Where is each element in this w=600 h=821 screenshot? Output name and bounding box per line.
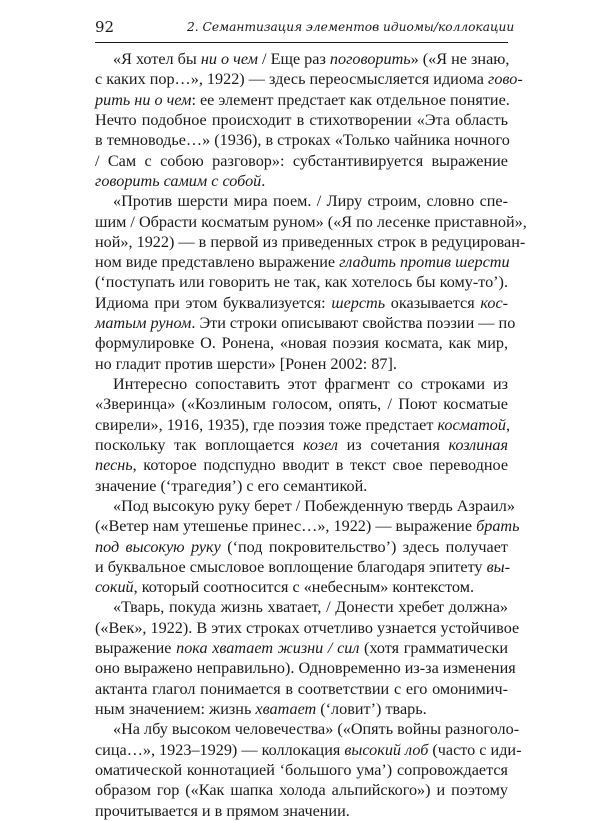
text-line bbox=[95, 719, 520, 739]
text-line bbox=[95, 313, 516, 333]
text-segment: выражение bbox=[95, 639, 177, 658]
text-line bbox=[95, 171, 508, 191]
text-segment: (‘поступать или говорить не так, как хотелось бы кому-то’). bbox=[95, 273, 508, 292]
text-segment: » («Я не знаю, bbox=[410, 50, 510, 68]
text-segment: «Под высокую руку берет / Побежденную твердь Азраил» bbox=[113, 496, 515, 515]
paragraph bbox=[95, 597, 520, 719]
text-line bbox=[95, 90, 508, 110]
italic-segment: высокий лоб bbox=[344, 740, 429, 759]
text-segment: / Еще раз bbox=[258, 50, 330, 68]
text-line bbox=[95, 110, 508, 130]
text-segment: , которое подспудно вводит в текст свое переводное bbox=[132, 456, 508, 475]
text-line bbox=[95, 252, 508, 272]
text-segment: но гладит против шерсти» [Ронен 2002: 87]. bbox=[95, 354, 397, 373]
text-segment: оказывается bbox=[385, 293, 481, 312]
text-line bbox=[95, 658, 516, 678]
italic-segment: брать bbox=[476, 517, 520, 536]
text-line bbox=[95, 232, 526, 252]
italic-segment: песнь bbox=[95, 456, 133, 475]
text-segment: Нечто подобное происходит в стихотворении «Эта область bbox=[95, 110, 508, 129]
text-line bbox=[95, 618, 520, 638]
text-segment: из сочетания bbox=[337, 435, 449, 454]
text-line bbox=[95, 638, 508, 658]
text-line bbox=[95, 801, 508, 821]
text-segment: в темноводье…» (1936), в строках «Только чайника ночного bbox=[95, 131, 510, 150]
text-segment: формулировке О. Ронена, «новая поэзия косматa, как мир, bbox=[95, 334, 508, 353]
text-line bbox=[95, 394, 508, 414]
text-segment: (‘ловит’) тварь. bbox=[316, 700, 427, 718]
text-segment: («Ветер нам утешенье принес…», 1922) — выражение bbox=[95, 517, 477, 536]
text-line bbox=[95, 577, 508, 597]
italic-segment: сокий bbox=[95, 578, 134, 597]
text-segment: сица…», 1923–1929) — коллокация bbox=[95, 740, 345, 759]
text-segment: Идиома при этом буквализуется: bbox=[95, 293, 332, 312]
text-segment: и буквальное смысловое воплощение благодаря эпитету bbox=[95, 557, 487, 576]
text-segment: прочитывается и в прямом значении. bbox=[95, 801, 350, 820]
italic-segment: гово- bbox=[488, 70, 523, 89]
text-segment: ном виде представлено выражение bbox=[95, 253, 340, 272]
body-text bbox=[95, 49, 527, 821]
text-segment: , который соотносится с «небесным» контекстом. bbox=[133, 578, 475, 597]
text-line bbox=[95, 435, 508, 455]
text-line bbox=[95, 272, 508, 292]
text-line bbox=[95, 374, 508, 394]
text-line bbox=[95, 354, 508, 374]
text-line bbox=[95, 333, 508, 353]
italic-segment: рить ни о чем bbox=[95, 90, 192, 109]
italic-segment: гладить против шерсти bbox=[339, 253, 510, 272]
italic-segment: косматой bbox=[437, 415, 506, 434]
paragraph bbox=[95, 49, 523, 191]
paragraph bbox=[95, 719, 522, 821]
text-line bbox=[95, 69, 523, 89]
text-line bbox=[95, 293, 508, 313]
text-segment: актанта глагол понимается в соответствии с его омонимич- bbox=[95, 679, 508, 698]
text-line bbox=[95, 130, 508, 150]
text-segment: значение (‘трагедия’) с его семантикой. bbox=[95, 476, 368, 495]
text-segment: «Тварь, покуда жизнь хватает, / Донести хребет должна» bbox=[113, 598, 508, 617]
chapter-title: 2. Семантизация элементов идиомы/коллокации bbox=[187, 20, 515, 34]
italic-segment: шерсть bbox=[331, 293, 386, 312]
text-segment: «На лбу высоком человечества» («Опять войны разноголо- bbox=[113, 720, 520, 739]
text-segment: поскольку так воплощается bbox=[95, 435, 303, 454]
text-line bbox=[95, 699, 508, 719]
text-segment: «Я хотел бы bbox=[113, 50, 201, 68]
text-segment: : ее элемент предстает как отдельное понятие. bbox=[191, 90, 510, 109]
text-line bbox=[95, 557, 508, 577]
text-line bbox=[95, 679, 508, 699]
italic-segment: говорить самим с собой bbox=[95, 171, 262, 190]
italic-segment: под высокую руку bbox=[95, 537, 221, 556]
paragraph bbox=[95, 496, 520, 598]
text-segment: / Сам с собою разговор»: субстантивируется выражение bbox=[95, 151, 508, 170]
text-line bbox=[95, 151, 508, 171]
text-segment: «Зверинца» («Козлиным голосом, опять, / Поют косматые bbox=[95, 395, 508, 414]
text-segment: образом гор («Как шапка холода альпийского») и поэтому bbox=[95, 781, 508, 800]
paragraph bbox=[95, 374, 511, 496]
text-segment: шим / Обрасти косматым руном» («Я по лесенке приставной», bbox=[95, 212, 527, 231]
text-line bbox=[95, 476, 508, 496]
text-line bbox=[95, 49, 508, 69]
italic-segment: козлиная bbox=[448, 435, 508, 454]
text-segment: (хотя грамматически bbox=[359, 639, 508, 658]
text-line bbox=[95, 191, 508, 211]
text-line bbox=[95, 516, 520, 536]
italic-segment: поговорить bbox=[329, 50, 411, 68]
text-line bbox=[95, 537, 508, 557]
text-line bbox=[95, 597, 508, 617]
text-line bbox=[95, 212, 527, 232]
italic-segment: ни о чем bbox=[200, 50, 258, 68]
text-segment: свирели», 1916, 1935), где поэзия тоже предстает bbox=[95, 415, 438, 434]
text-line bbox=[95, 496, 515, 516]
text-segment: с каких пор…», 1922) — здесь переосмысляется идиома bbox=[95, 70, 488, 89]
text-segment: (‘под покровительство’) здесь получает bbox=[220, 537, 508, 556]
italic-segment: хватает bbox=[255, 700, 317, 718]
text-segment: ным значением: жизнь bbox=[95, 700, 256, 718]
italic-segment: пока хватает жизни / сил bbox=[176, 639, 360, 658]
text-segment: Интересно сопоставить этот фрагмент со строками из bbox=[113, 375, 508, 393]
text-line bbox=[95, 760, 508, 780]
text-segment: , bbox=[506, 415, 511, 434]
paragraph bbox=[95, 191, 527, 374]
italic-segment: матым руном bbox=[95, 314, 192, 333]
italic-segment: козел bbox=[302, 435, 338, 454]
text-segment: (часто с иди- bbox=[428, 740, 522, 759]
text-segment: («Век», 1922). В этих строках отчетливо узнается устойчивое bbox=[95, 618, 520, 637]
text-segment: оно выражено неправильно). Одновременно из-за изменения bbox=[95, 659, 516, 678]
text-line bbox=[95, 415, 511, 435]
text-segment: ной», 1922) — в первой из приведенных строк в редуцирован- bbox=[95, 232, 526, 251]
italic-segment: вы- bbox=[486, 557, 510, 576]
text-line bbox=[95, 455, 508, 475]
text-segment: . Эти строки описывают свойства поэзии — по bbox=[191, 314, 516, 333]
page-number: 92 bbox=[95, 18, 115, 36]
italic-segment: кос- bbox=[480, 293, 509, 312]
text-line bbox=[95, 780, 508, 800]
text-segment: оматической коннотацией ‘большого ума’) сопровождается bbox=[95, 760, 508, 779]
text-segment: . bbox=[261, 171, 266, 190]
running-head bbox=[95, 16, 515, 43]
text-segment: «Против шерсти мира поем. / Лиру строим, словно спе- bbox=[113, 192, 508, 211]
